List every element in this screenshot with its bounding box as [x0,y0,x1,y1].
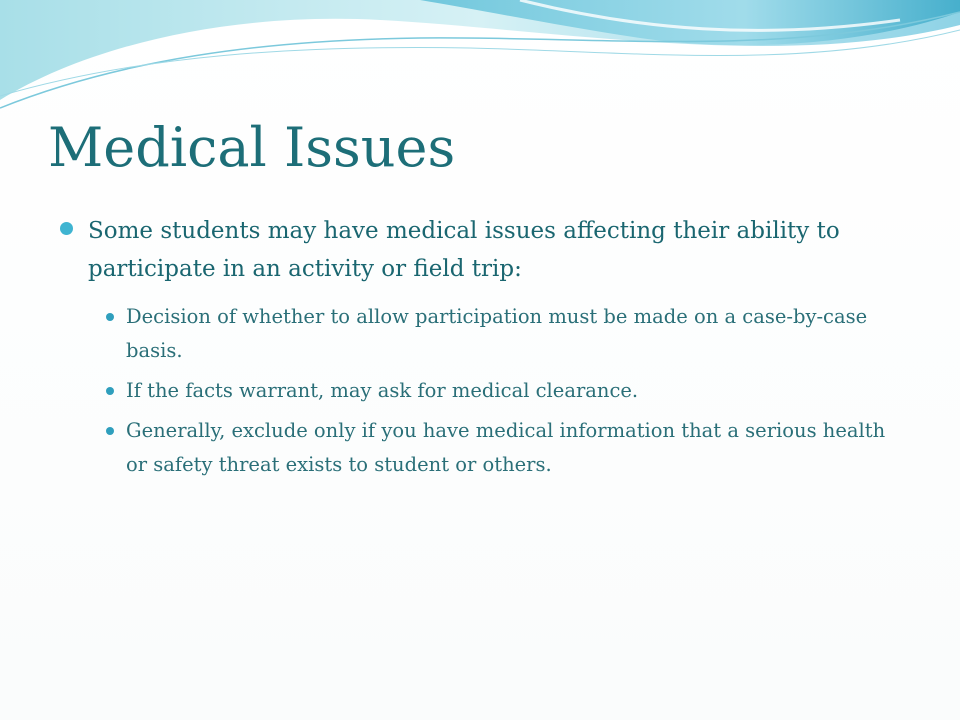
sub-bullet [106,414,910,482]
sub-bullet-dot-icon [106,427,114,435]
sub-bullet [106,300,910,368]
main-bullet [58,212,910,288]
sub-bullet [106,374,910,408]
slide-title: Medical Issues [48,116,456,179]
bullet-dot-icon [60,222,73,235]
decorative-wave-header [0,0,960,110]
sub-bullet-dot-icon [106,387,114,395]
sub-bullet-text: Decision of whether to allow participation must be made on a case-by-case basis. [126,305,868,362]
slide-content [58,212,910,488]
sub-bullet-list [58,300,910,482]
sub-bullet-text: Generally, exclude only if you have medical information that a serious health or safety threat exists to student or others. [126,419,886,476]
sub-bullet-text: If the facts warrant, may ask for medical clearance. [126,379,639,402]
main-bullet-text: Some students may have medical issues affecting their ability to participate in an activity or field trip: [88,218,840,282]
sub-bullet-dot-icon [106,313,114,321]
